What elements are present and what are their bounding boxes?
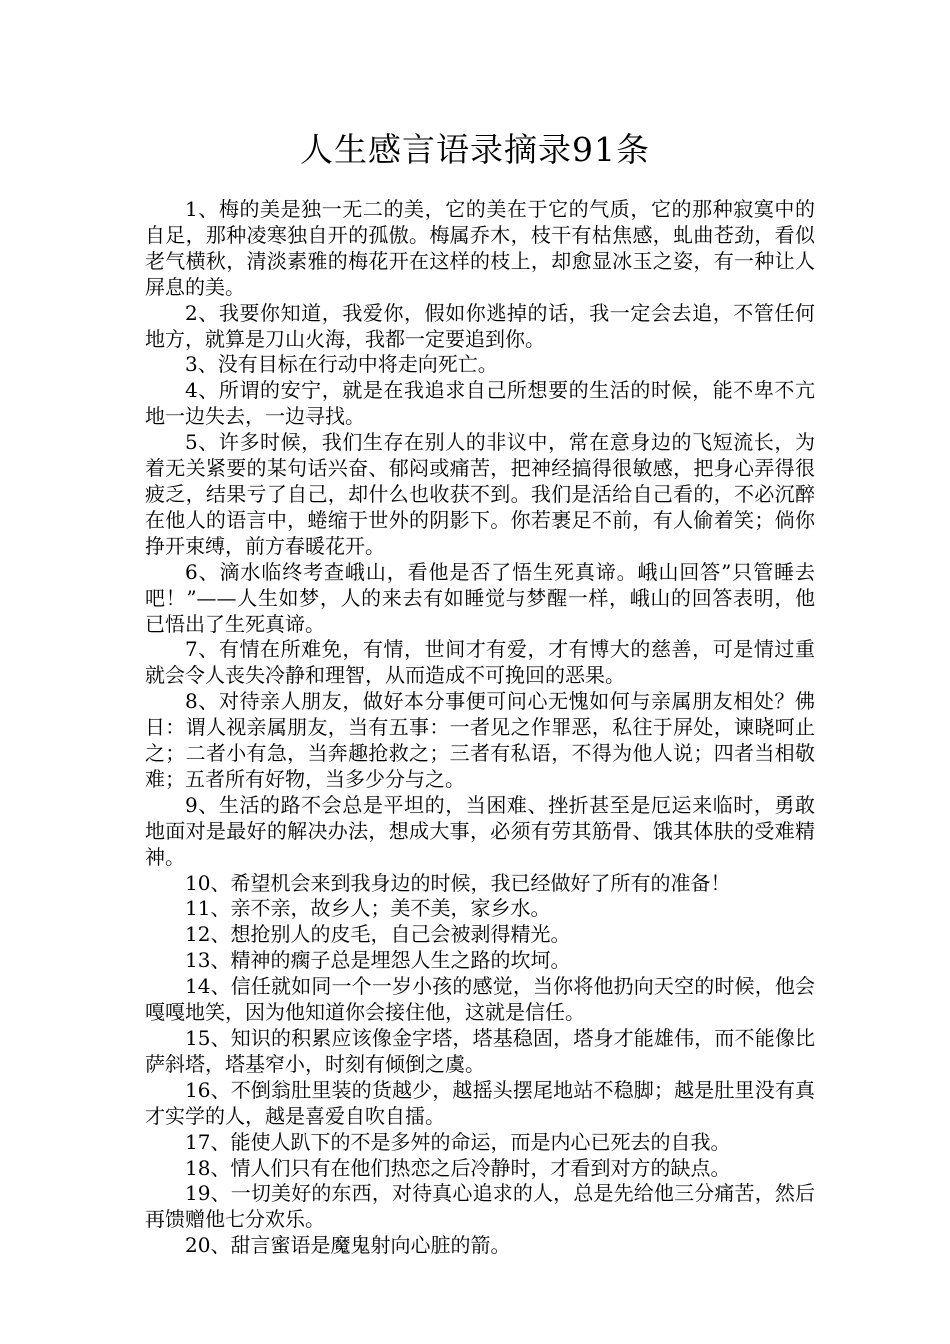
quote-paragraph-16: 16、不倒翁肚里装的货越少，越摇头摆尾地站不稳脚；越是肚里没有真才实学的人，越是喜爱自吹自擂。 [145, 1077, 815, 1128]
quote-paragraph-14: 14、信任就如同一个一岁小孩的感觉，当你将他扔向天空的时候，他会嘎嘎地笑，因为他知道你会接住他，这就是信任。 [145, 974, 815, 1025]
quote-paragraph-5: 5、许多时候，我们生存在别人的非议中，常在意身边的飞短流长，为着无关紧要的某句话兴奋、郁闷或痛苦，把神经搞得很敏感，把身心弄得很疲乏，结果亏了自己，却什么也收获不到。我们是活给自己看的，不必沉醉在他人的语言中，蜷缩于世外的阴影下。你若裹足不前，有人偷着笑；倘你挣开束缚，前方春暖花开。 [145, 430, 815, 558]
quote-paragraph-17: 17、能使人趴下的不是多舛的命运，而是内心已死去的自我。 [185, 1129, 731, 1154]
quote-paragraph-20: 20、甜言蜜语是魔鬼射向心脏的箭。 [185, 1233, 511, 1258]
quote-list [145, 197, 815, 1259]
quote-paragraph-7: 7、有情在所难免，有情，世间才有爱，才有博大的慈善，可是情过重就会令人丧失冷静和理智，从而造成不可挽回的恶果。 [145, 637, 815, 688]
quote-paragraph-10: 10、希望机会来到我身边的时候，我已经做好了所有的准备！ [185, 870, 731, 895]
page-title: 人生感言语录摘录91条 [300, 130, 650, 169]
quote-paragraph-15: 15、知识的积累应该像金字塔，塔基稳固，塔身才能雄伟，而不能像比萨斜塔，塔基窄小，时刻有倾倒之虞。 [145, 1026, 815, 1076]
quote-paragraph-18: 18、情人们只有在他们热恋之后冷静时，才看到对方的缺点。 [185, 1155, 731, 1180]
quote-paragraph-1: 1、梅的美是独一无二的美，它的美在于它的气质，它的那种寂寞中的自足，那种凌寒独自开的孤傲。梅属乔木，枝干有枯焦感，虬曲苍劲，看似老气横秋，清淡素雅的梅花开在这样的枝上，却愈显冰玉之姿，有一种让人屏息的美。 [145, 197, 815, 299]
quote-paragraph-3: 3、没有目标在行动中将走向死亡。 [185, 352, 498, 377]
quote-paragraph-6: 6、滴水临终考查峨山，看他是否了悟生死真谛。峨山回答”只管睡去吧！”——人生如梦，人的来去有如睡觉与梦醒一样，峨山的回答表明，他已悟出了生死真谛。 [145, 559, 815, 636]
quote-paragraph-8: 8、对待亲人朋友，做好本分事便可问心无愧如何与亲属朋友相处？佛日：谓人视亲属朋友，当有五事：一者见之作罪恶，私往于屏处，谏晓呵止之；二者小有急，当奔趣抢救之；三者有私语，不得为他人说；四者当相敬难；五者所有好物，当多少分与之。 [145, 689, 815, 791]
quote-paragraph-9: 9、生活的路不会总是平坦的，当困难、挫折甚至是厄运来临时，勇敢地面对是最好的解决办法，想成大事，必须有劳其筋骨、饿其体肤的受难精神。 [145, 792, 815, 869]
quote-paragraph-13: 13、精神的瘸子总是埋怨人生之路的坎坷。 [185, 948, 571, 973]
quote-paragraph-2: 2、我要你知道，我爱你，假如你逃掉的话，我一定会去追，不管任何地方，就算是刀山火海，我都一定要追到你。 [145, 300, 815, 351]
quote-paragraph-4: 4、所谓的安宁，就是在我追求自己所想要的生活的时候，能不卑不亢地一边失去，一边寻找。 [145, 378, 815, 429]
quote-paragraph-11: 11、亲不亲，故乡人；美不美，家乡水。 [185, 896, 551, 921]
quote-paragraph-19: 19、一切美好的东西，对待真心追求的人，总是先给他三分痛苦，然后再馈赠他七分欢乐。 [145, 1181, 815, 1232]
quote-paragraph-12: 12、想抢别人的皮毛，自己会被剥得精光。 [185, 922, 571, 947]
